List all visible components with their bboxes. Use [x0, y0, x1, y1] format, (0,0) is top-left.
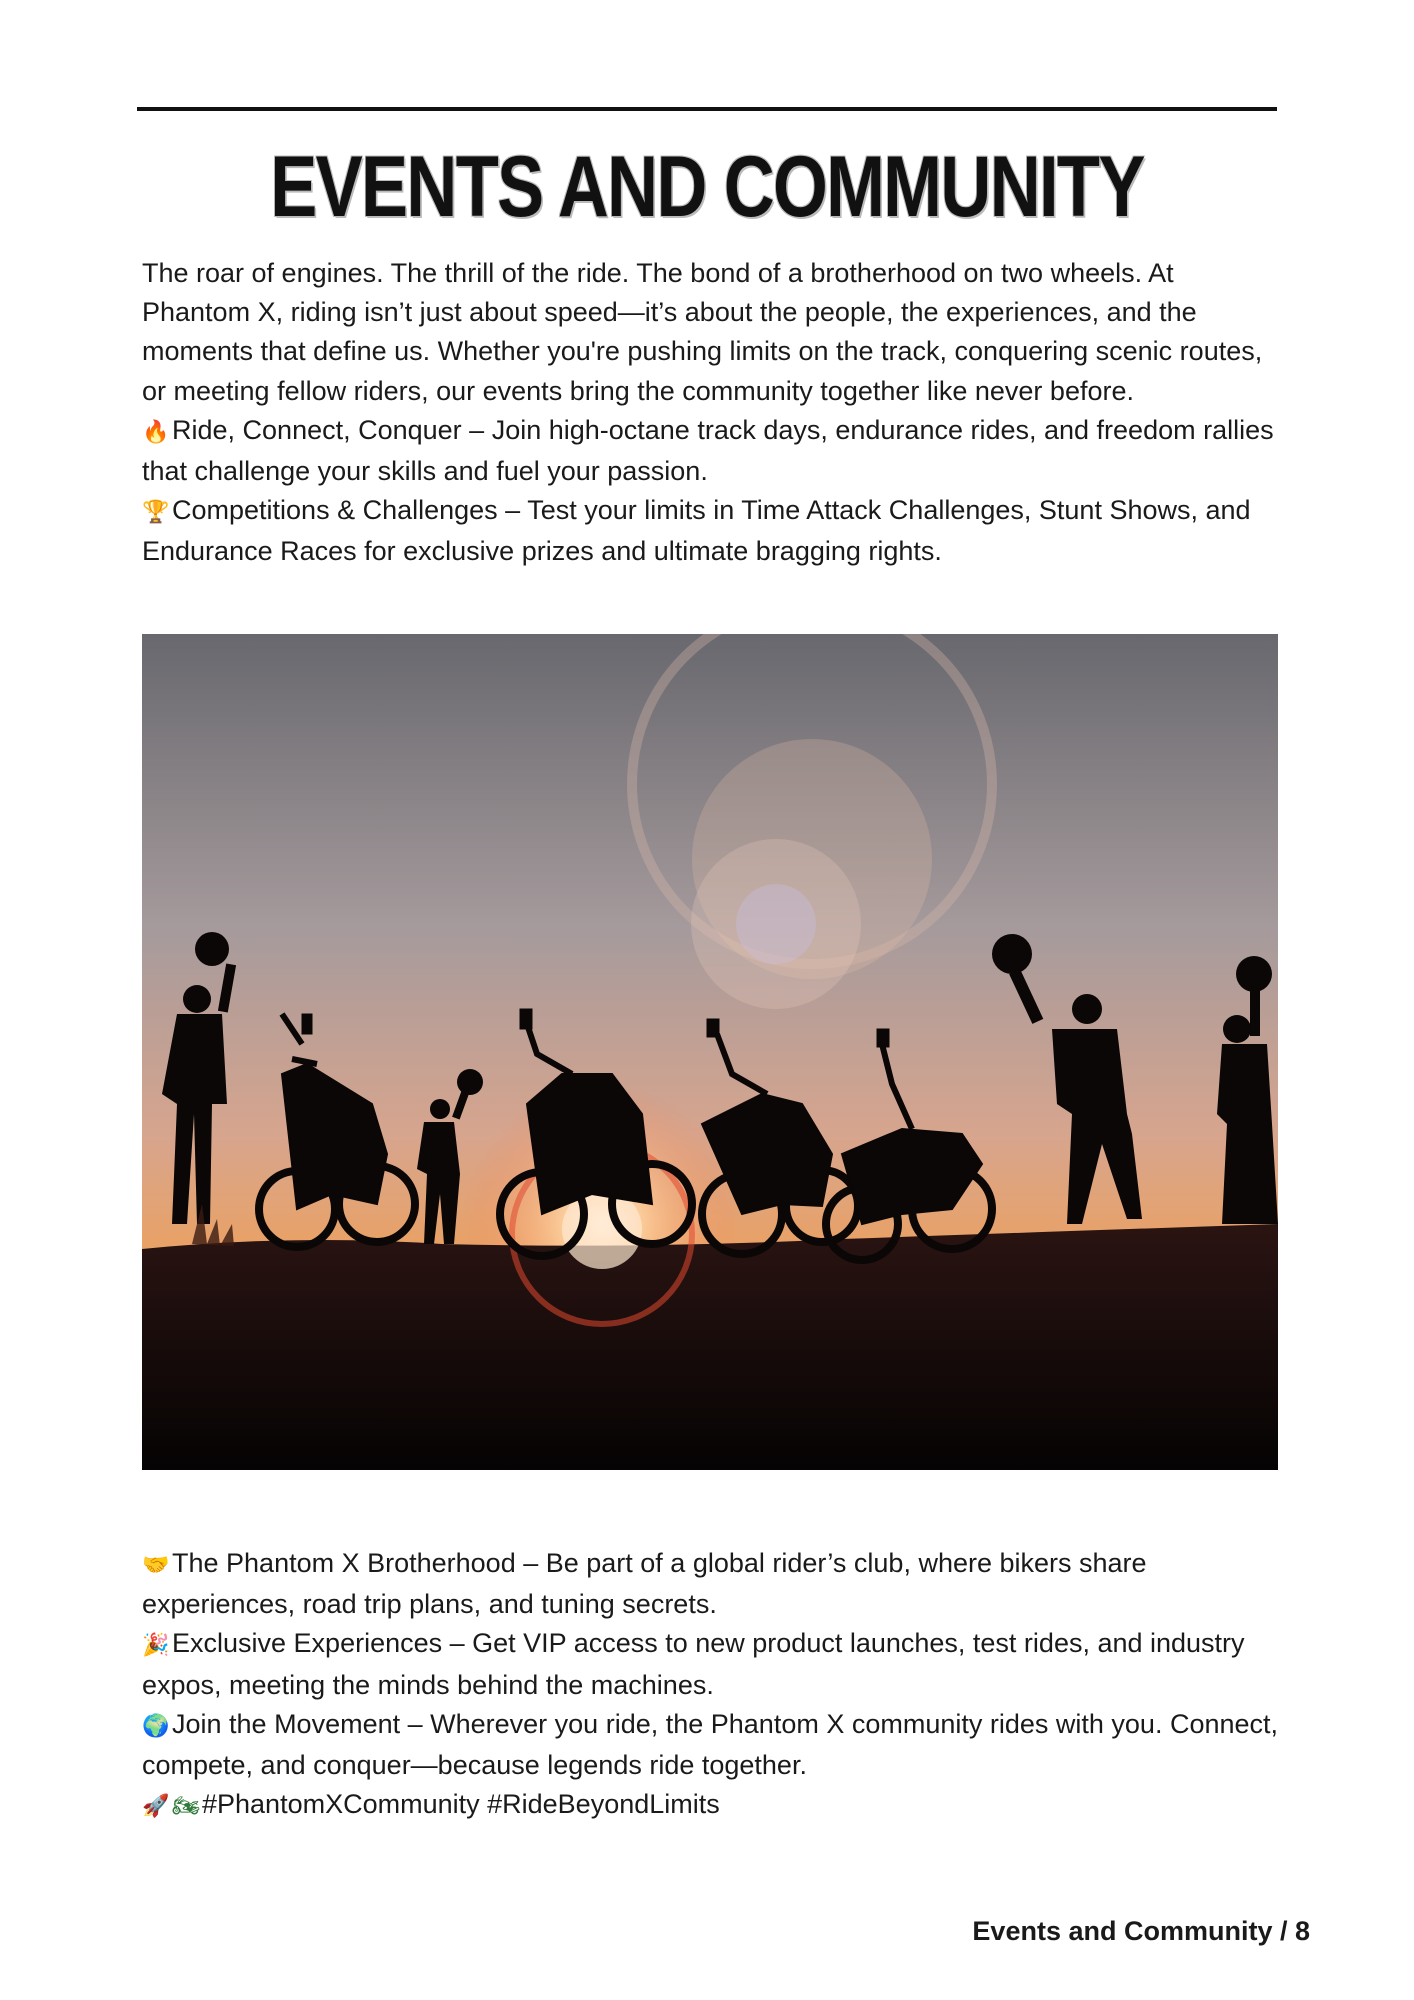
fire-icon: 🔥 — [142, 419, 170, 445]
bullet-ride-connect — [142, 411, 1282, 491]
page-footer: Events and Community / 8 — [972, 1916, 1310, 1946]
riders-silhouette-image — [142, 634, 1278, 1470]
globe-icon: 🌍 — [142, 1713, 170, 1739]
bullet-brotherhood — [142, 1544, 1282, 1624]
trophy-icon: 🏆 — [142, 500, 170, 526]
hashtags-line — [142, 1785, 1282, 1826]
riders-sunset-photo — [142, 634, 1278, 1470]
bullet-text: The Phantom X Brotherhood – Be part of a global rider’s club, where bikers share experiences, road trip plans, and tuning secrets. — [142, 1548, 1147, 1620]
bullet-competitions — [142, 491, 1282, 571]
bullet-text: Competitions & Challenges – Test your limits in Time Attack Challenges, Stunt Shows, and Endurance Races for exclusive prizes and ultimate bragging rights. — [142, 495, 1251, 567]
motorcycle-icon: 🏍 — [172, 1794, 200, 1820]
page-title: EVENTS AND COMMUNITY — [270, 139, 1144, 235]
bullet-movement — [142, 1705, 1282, 1785]
intro-paragraph: The roar of engines. The thrill of the ride. The bond of a brotherhood on two wheels. At Phantom X, riding isn’t just about speed—it’s about the people, the experiences, and the moments that define us. Whether you're pushing limits on the track, conquering scenic routes, or meeting fellow riders, our events bring the community together like never before. — [142, 258, 1263, 406]
top-text-block — [142, 254, 1282, 572]
hashtags-text: #PhantomXCommunity #RideBeyondLimits — [202, 1789, 720, 1820]
bottom-text-block — [142, 1544, 1282, 1826]
bullet-text: Exclusive Experiences – Get VIP access to new product launches, test rides, and industry expos, meeting the minds behind the machines. — [142, 1628, 1245, 1700]
bullet-text: Join the Movement – Wherever you ride, the Phantom X community rides with you. Connect, compete, and conquer—because legends ride together. — [142, 1708, 1279, 1781]
top-rule — [137, 107, 1277, 111]
rocket-icon: 🚀 — [142, 1794, 170, 1820]
handshake-icon: 🤝 — [142, 1553, 170, 1578]
bullet-text: Ride, Connect, Conquer – Join high-octane track days, endurance rides, and freedom rallies that challenge your skills and fuel your passion. — [142, 414, 1274, 487]
bullet-experiences — [142, 1624, 1282, 1704]
party-popper-icon: 🎉 — [142, 1633, 170, 1659]
